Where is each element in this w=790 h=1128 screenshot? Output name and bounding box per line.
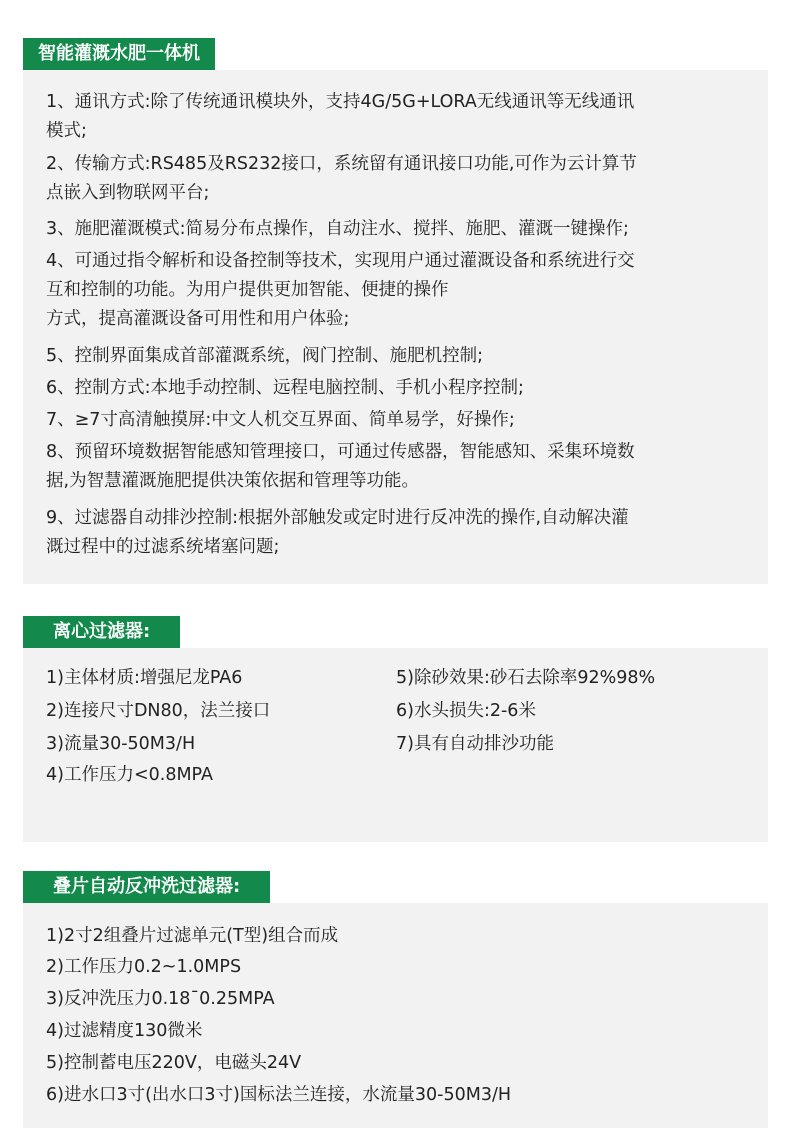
section-2-item-7: 7)具有自动排沙功能 (396, 734, 554, 754)
section-2-item-6: 6)水头损失:2-6米 (396, 701, 536, 721)
section-1-item-9: 9、过滤器自动排沙控制:根据外部触发或定时进行反冲洗的操作,自动解决灌 溉过程中的过滤系统堵塞问题; (46, 508, 629, 558)
section-2-panel (23, 648, 768, 842)
section-1-item-5: 5、控制界面集成首部灌溉系统，阀门控制、施肥机控制; (46, 346, 484, 366)
section-1-item-2: 2、传输方式:RS485及RS232接口，系统留有通讯接口功能,可作为云计算节 点嵌入到物联网平台; (46, 154, 637, 204)
section-2-item-2: 2)连接尺寸DN80，法兰接口 (46, 701, 271, 721)
section-1-item-1: 1、通讯方式:除了传统通讯模块外，支持4G/5G+LORA无线通讯等无线通讯 模式; (46, 92, 635, 142)
section-2-item-4: 4)工作压力<0.8MPA (46, 765, 213, 785)
section-3-item-3: 3)反冲洗压力0.18¯0.25MPA (46, 989, 275, 1009)
section-1-title: 智能灌溉水肥一体机 (23, 38, 215, 70)
section-3-title: 叠片自动反冲洗过滤器: (23, 871, 270, 903)
section-3-panel (23, 903, 768, 1128)
section-1-item-4: 4、可通过指令解析和设备控制等技术，实现用户通过灌溉设备和系统进行交 互和控制的功能。为用户提供更加智能、便捷的操作 方式，提高灌溉设备可用性和用户体验; (46, 251, 635, 330)
section-3-item-4: 4)过滤精度130微米 (46, 1021, 203, 1041)
section-2-item-5: 5)除砂效果:砂石去除率92%98% (396, 668, 656, 688)
section-3-item-5: 5)控制蓄电压220V，电磁头24V (46, 1053, 302, 1073)
section-1-item-8: 8、预留环境数据智能感知管理接口，可通过传感器，智能感知、采集环境数 据,为智慧灌溉施肥提供决策依据和管理等功能。 (46, 442, 635, 492)
section-1-item-7: 7、≥7寸高清触摸屏:中文人机交互界面、简单易学，好操作; (46, 410, 515, 430)
section-1-item-6: 6、控制方式:本地手动控制、远程电脑控制、手机小程序控制; (46, 378, 524, 398)
section-2-item-1: 1)主体材质:增强尼龙PA6 (46, 668, 243, 688)
section-2-item-3: 3)流量30-50M3/H (46, 734, 196, 754)
section-3-item-1: 1)2寸2组叠片过滤单元(T型)组合而成 (46, 926, 339, 946)
section-2-title: 离心过滤器: (23, 616, 180, 648)
section-1-item-3: 3、施肥灌溉模式:简易分布点操作，自动注水、搅拌、施肥、灌溉一键操作; (46, 219, 629, 239)
section-3-item-6: 6)进水口3寸(出水口3寸)国标法兰连接，水流量30-50M3/H (46, 1085, 512, 1105)
section-3-item-2: 2)工作压力0.2~1.0MPS (46, 957, 242, 977)
section-1-panel (23, 70, 768, 584)
